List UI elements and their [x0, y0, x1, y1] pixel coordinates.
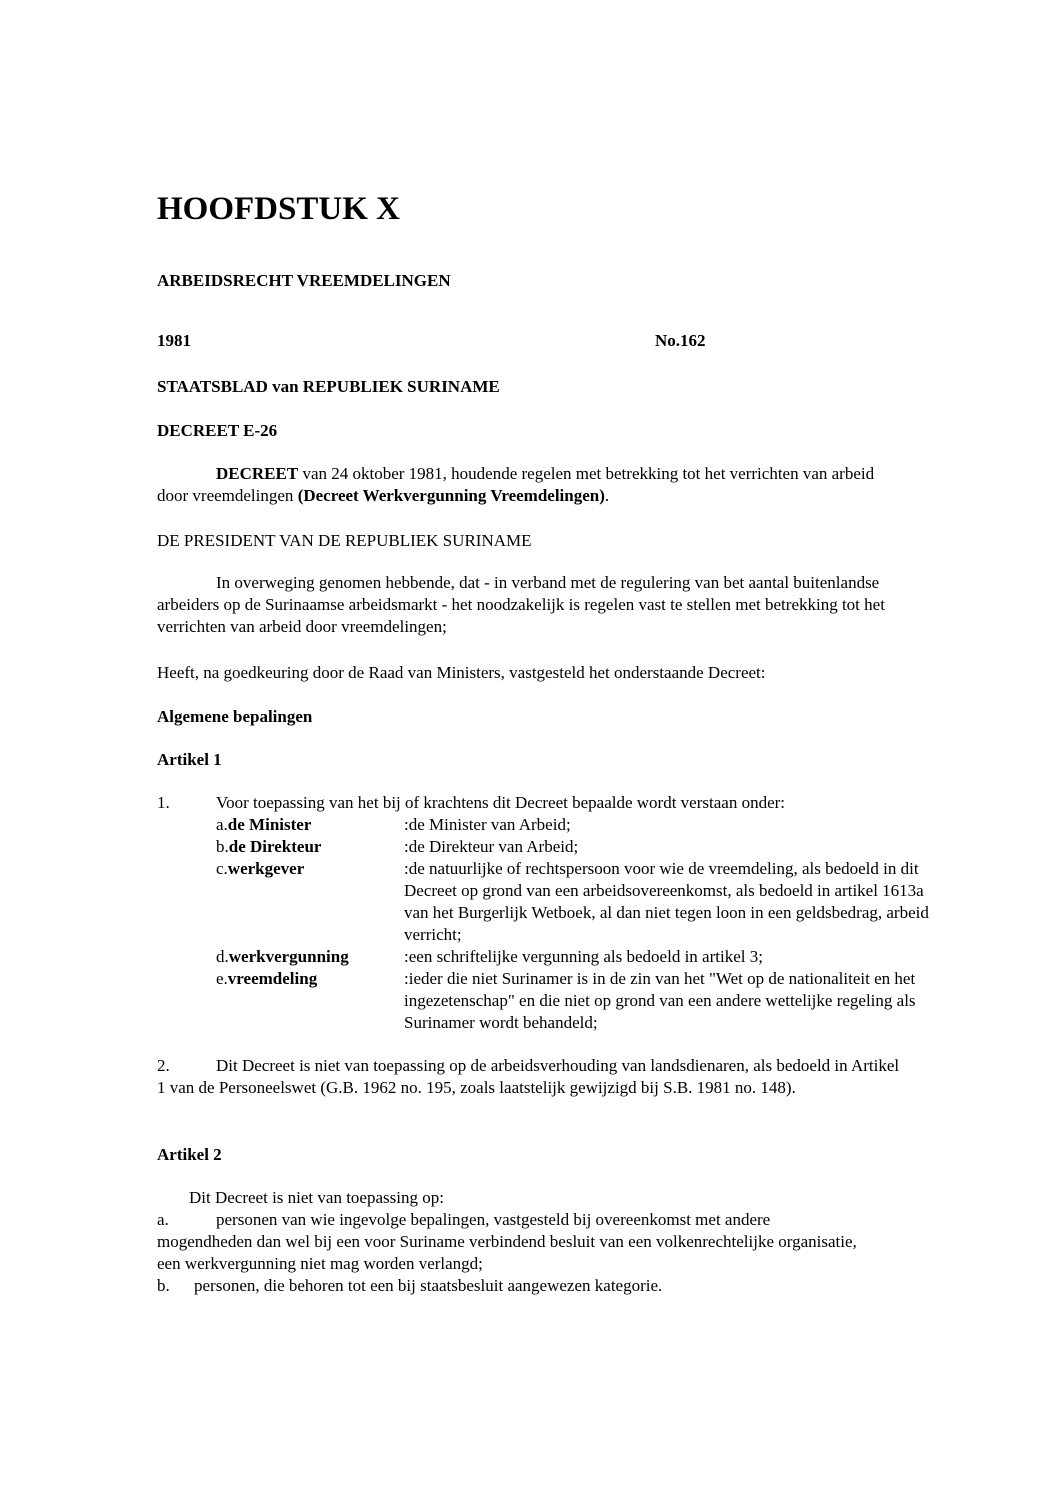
decree-code: DECREET E-26: [157, 421, 278, 440]
article-2-heading: Artikel 2: [157, 1145, 222, 1164]
article-1-para-1-number: 1.: [157, 793, 170, 812]
definition-term: d.werkvergunning: [216, 947, 349, 966]
considering-paragraph: In overweging genomen hebbende, dat - in verband met de regulering van bet aantal buitenlandse arbeiders op de Surinaamse arbeidsmarkt - het noodzakelijk is regelen vast te stellen met betrekking tot het verrichten van arbeid door vreemdelingen;: [157, 573, 885, 636]
gazette-number: No.162: [655, 331, 706, 350]
article-1-para-2-text: Dit Decreet is niet van toepassing op de arbeidsverhouding van landsdienaren, als bedoeld in Artikel 1 van de Personeelswet (G.B. 1962 no. 195, zoals laatstelijk gewijzigd bij S.B. 1981 no. 148).: [157, 1056, 900, 1097]
definition-term: c.werkgever: [216, 859, 305, 878]
article-1-para-1-text: Voor toepassing van het bij of krachtens dit Decreet bepaalde wordt verstaan onder:: [216, 793, 785, 812]
article-2-item-label: b.: [157, 1276, 170, 1295]
article-2-item: [157, 1209, 857, 1275]
definition-desc: :ieder die niet Surinamer is in de zin van het "Wet op de nationaliteit en het ingezetenschap" en die niet op grond van een andere wettelijke regeling als Surinamer wordt behandeld;: [404, 969, 916, 1032]
definition-desc: :de Direkteur van Arbeid;: [404, 837, 579, 856]
decree-intro-lead: DECREET: [216, 464, 299, 483]
definition-desc: :de Minister van Arbeid;: [404, 815, 571, 834]
decree-intro-end: .: [604, 486, 610, 505]
article-1-para-2-number: 2.: [157, 1056, 170, 1075]
enacting-clause: Heeft, na goedkeuring door de Raad van Ministers, vastgesteld het onderstaande Decreet:: [157, 663, 766, 682]
article-1-heading: Artikel 1: [157, 750, 222, 769]
chapter-heading: HOOFDSTUK X: [157, 191, 400, 227]
definition-desc: :een schriftelijke vergunning als bedoeld in artikel 3;: [404, 947, 763, 966]
article-2-intro: Dit Decreet is niet van toepassing op:: [189, 1188, 444, 1207]
president-line: DE PRESIDENT VAN DE REPUBLIEK SURINAME: [157, 531, 532, 550]
section-heading-general: Algemene bepalingen: [157, 707, 313, 726]
definition-term: a.de Minister: [216, 815, 312, 834]
definition-desc: :de natuurlijke of rechtspersoon voor wie de vreemdeling, als bedoeld in dit Decreet op grond van een arbeidsovereenkomst, als bedoeld in artikel 1613a van het Burgerlijk Wetboek, al dan niet tegen loon in een geldsbedrag, arbeid verricht;: [404, 859, 929, 944]
article-2-item-text: personen, die behoren tot een bij staatsbesluit aangewezen kategorie.: [194, 1276, 663, 1295]
gazette-title: STAATSBLAD van REPUBLIEK SURINAME: [157, 377, 500, 396]
article-2-item: [157, 1275, 905, 1297]
article-2-item-label: a.: [157, 1210, 169, 1229]
year: 1981: [157, 331, 191, 350]
decree-intro-text: van 24 oktober 1981, houdende regelen met betrekking tot het verrichten van arbeid door vreemdelingen: [157, 464, 875, 505]
subject-heading: ARBEIDSRECHT VREEMDELINGEN: [157, 271, 451, 290]
article-1-para-2: [157, 1055, 902, 1099]
article-2-item-text: personen van wie ingevolge bepalingen, vastgesteld bij overeenkomst met andere mogendheden dan wel bij een voor Suriname verbindend besluit van een volkenrechtelijke organisatie, een werkvergunning niet mag worden verlangd;: [157, 1210, 857, 1273]
decree-intro: [157, 463, 905, 507]
decree-short-title: (Decreet Werkvergunning Vreemdelingen): [297, 486, 605, 505]
definition-term: e.vreemdeling: [216, 969, 318, 988]
definition-term: b.de Direkteur: [216, 837, 322, 856]
